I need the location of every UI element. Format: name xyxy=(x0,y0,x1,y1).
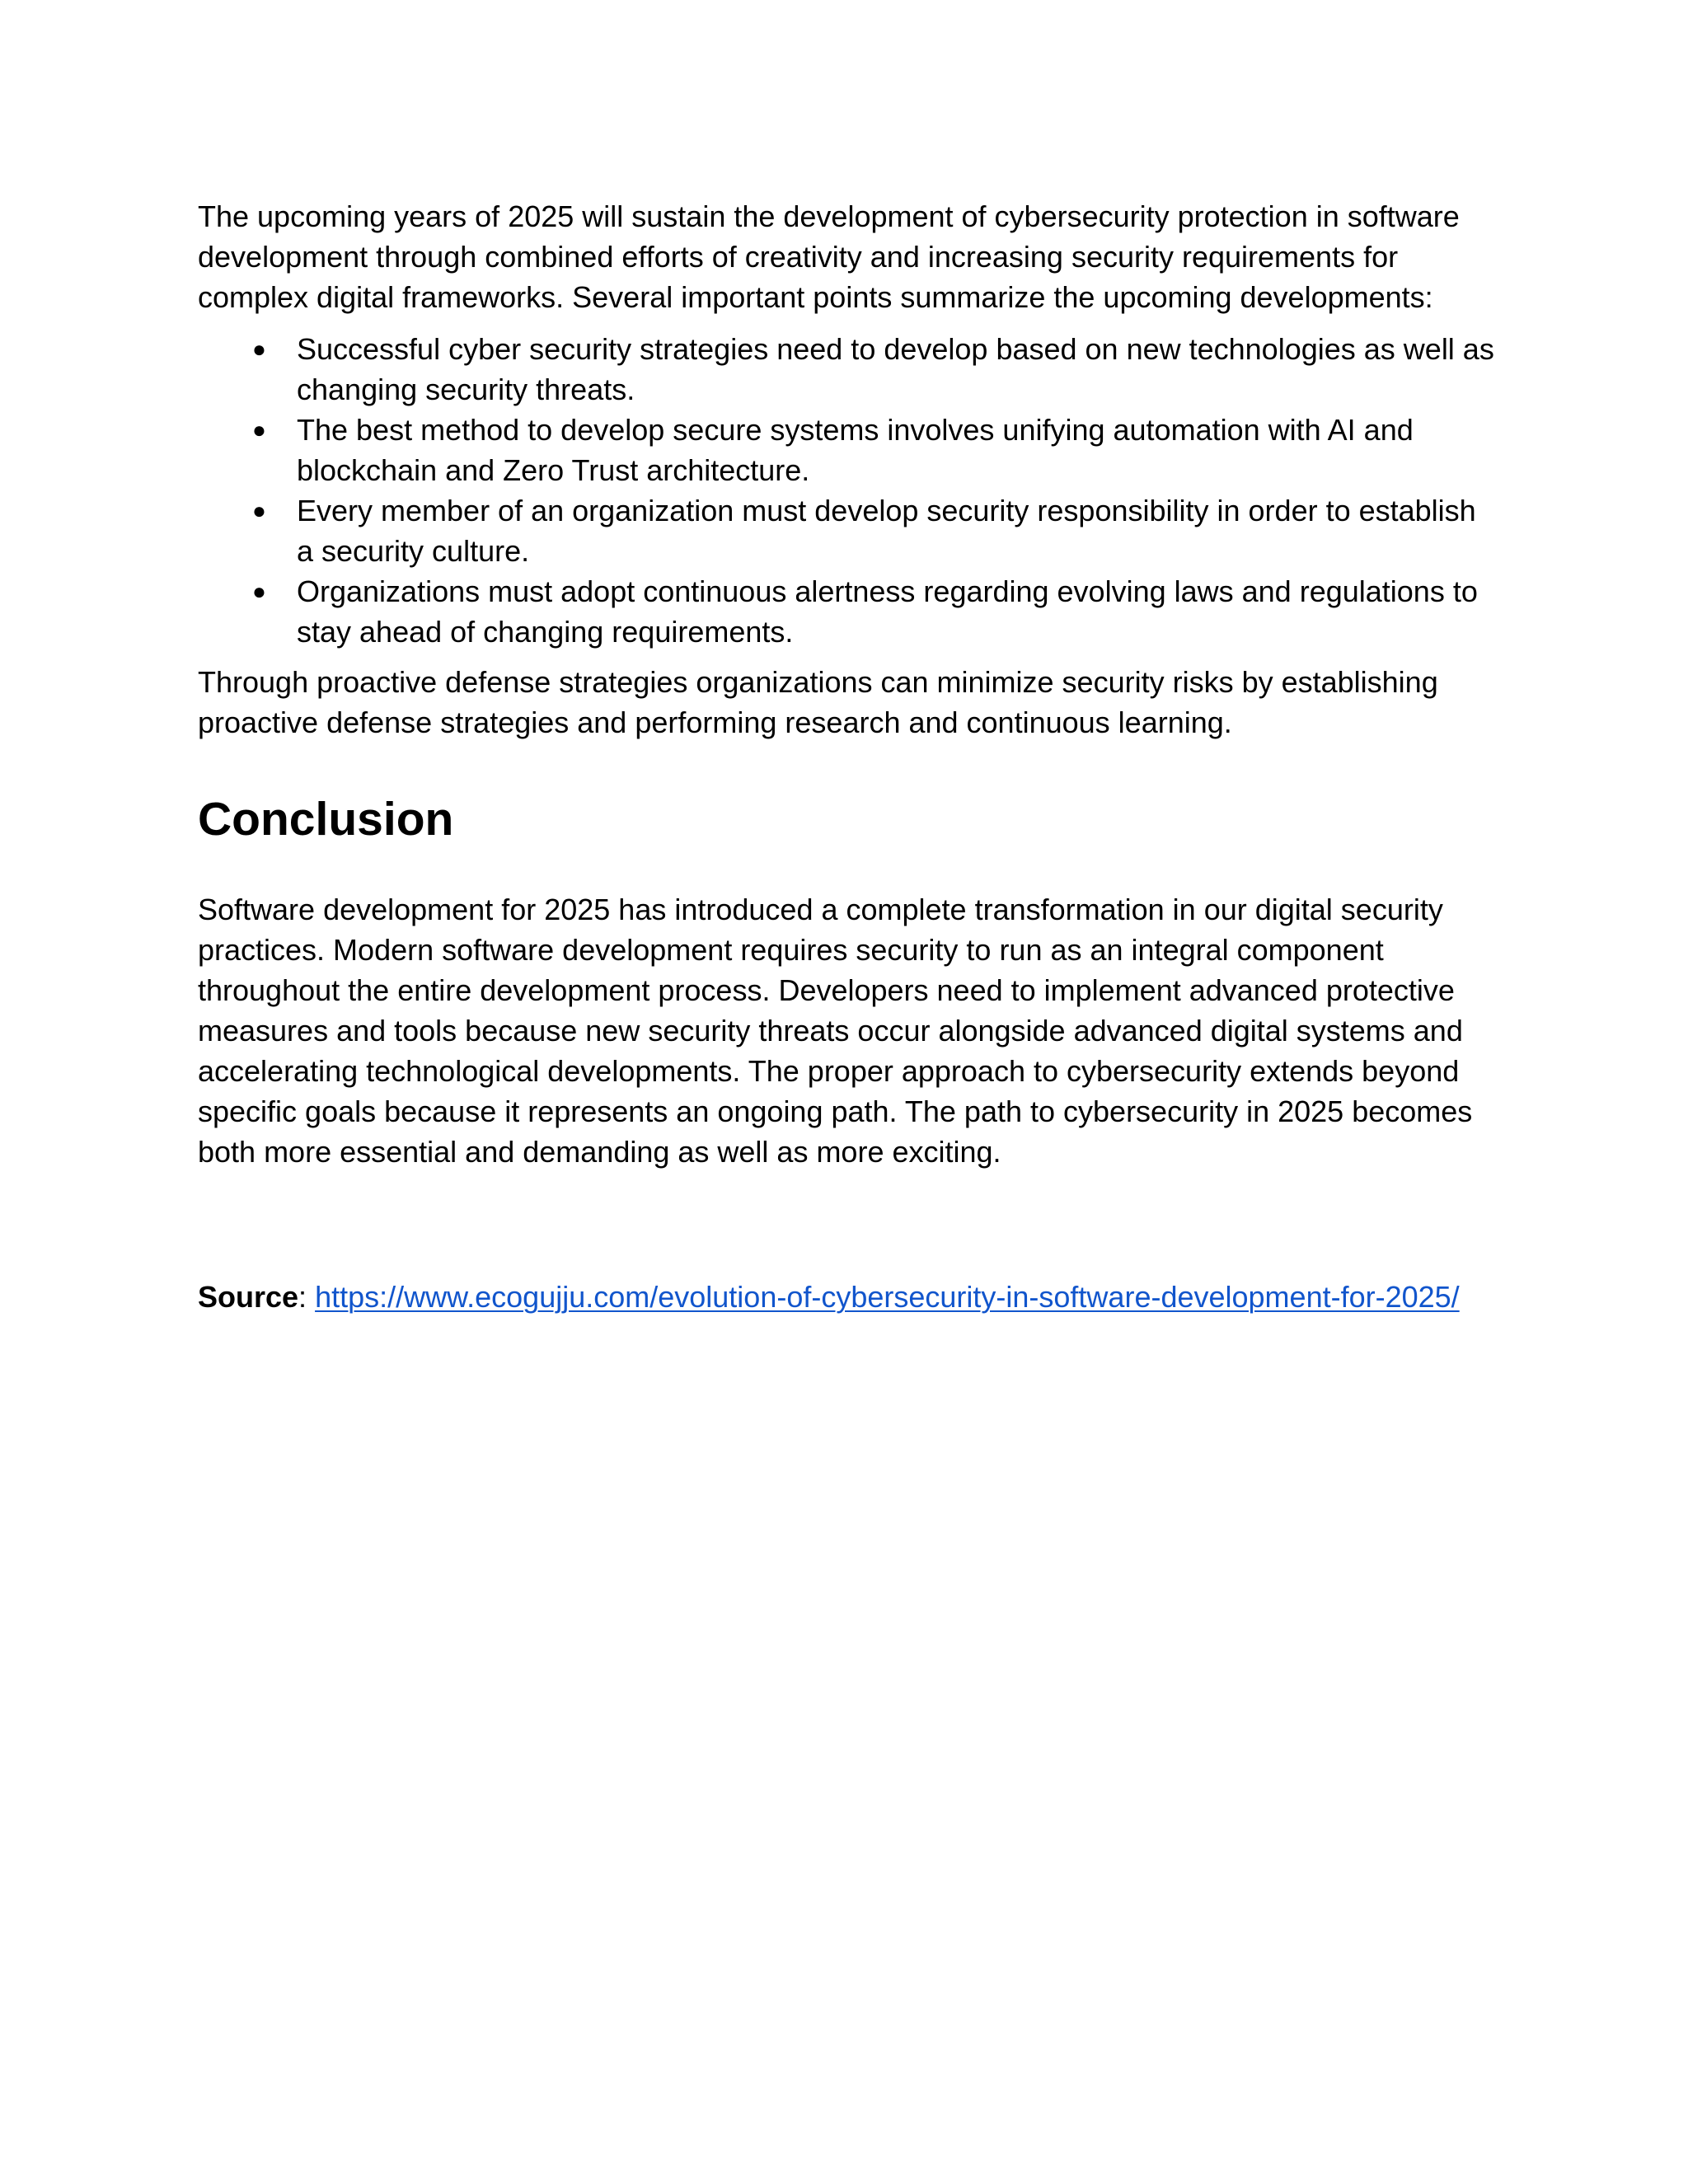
source-link[interactable]: https://www.ecogujju.com/evolution-of-cybersecurity-in-software-development-for-2025/ xyxy=(315,1280,1460,1314)
list-item-text: Organizations must adopt continuous alertness regarding evolving laws and regulations to stay ahead of changing requirements. xyxy=(297,574,1478,649)
list-item-text: Every member of an organization must develop security responsibility in order to establish a security culture. xyxy=(297,494,1476,568)
bullet-icon: ● xyxy=(252,579,266,604)
source-line xyxy=(198,1277,1496,1317)
list-item xyxy=(198,490,1496,571)
source-separator: : xyxy=(298,1280,316,1314)
bullet-icon: ● xyxy=(252,498,266,523)
list-item-text: The best method to develop secure systems involves unifying automation with AI and blockchain and Zero Trust architecture. xyxy=(297,413,1414,487)
list-item xyxy=(198,571,1496,652)
conclusion-paragraph: Software development for 2025 has introduced a complete transformation in our digital security practices. Modern software development requires security to run as an integral component throughout the entire development process. Developers need to implement advanced protective measures and tools because new security threats occur alongside advanced digital systems and accelerating technological developments. The proper approach to cybersecurity extends beyond specific goals because it represents an ongoing path. The path to cybersecurity in 2025 becomes both more essential and demanding as well as more exciting. xyxy=(198,893,1473,1169)
bullet-list xyxy=(198,329,1496,652)
closing-paragraph: Through proactive defense strategies organizations can minimize security risks by establishing proactive defense strategies and performing research and continuous learning. xyxy=(198,665,1438,739)
source-label: Source xyxy=(198,1280,299,1314)
bullet-icon: ● xyxy=(252,417,266,443)
intro-paragraph: The upcoming years of 2025 will sustain the development of cybersecurity protection in software development through combined efforts of creativity and increasing security requirements for complex digital frameworks. Several important points summarize the upcoming developments: xyxy=(198,199,1460,314)
conclusion-heading: Conclusion xyxy=(198,793,454,846)
list-item xyxy=(198,410,1496,490)
list-item-text: Successful cyber security strategies need to develop based on new technologies as well as changing security threats. xyxy=(297,332,1494,406)
list-item xyxy=(198,329,1496,410)
bullet-icon: ● xyxy=(252,336,266,362)
document-page xyxy=(198,196,1496,1317)
